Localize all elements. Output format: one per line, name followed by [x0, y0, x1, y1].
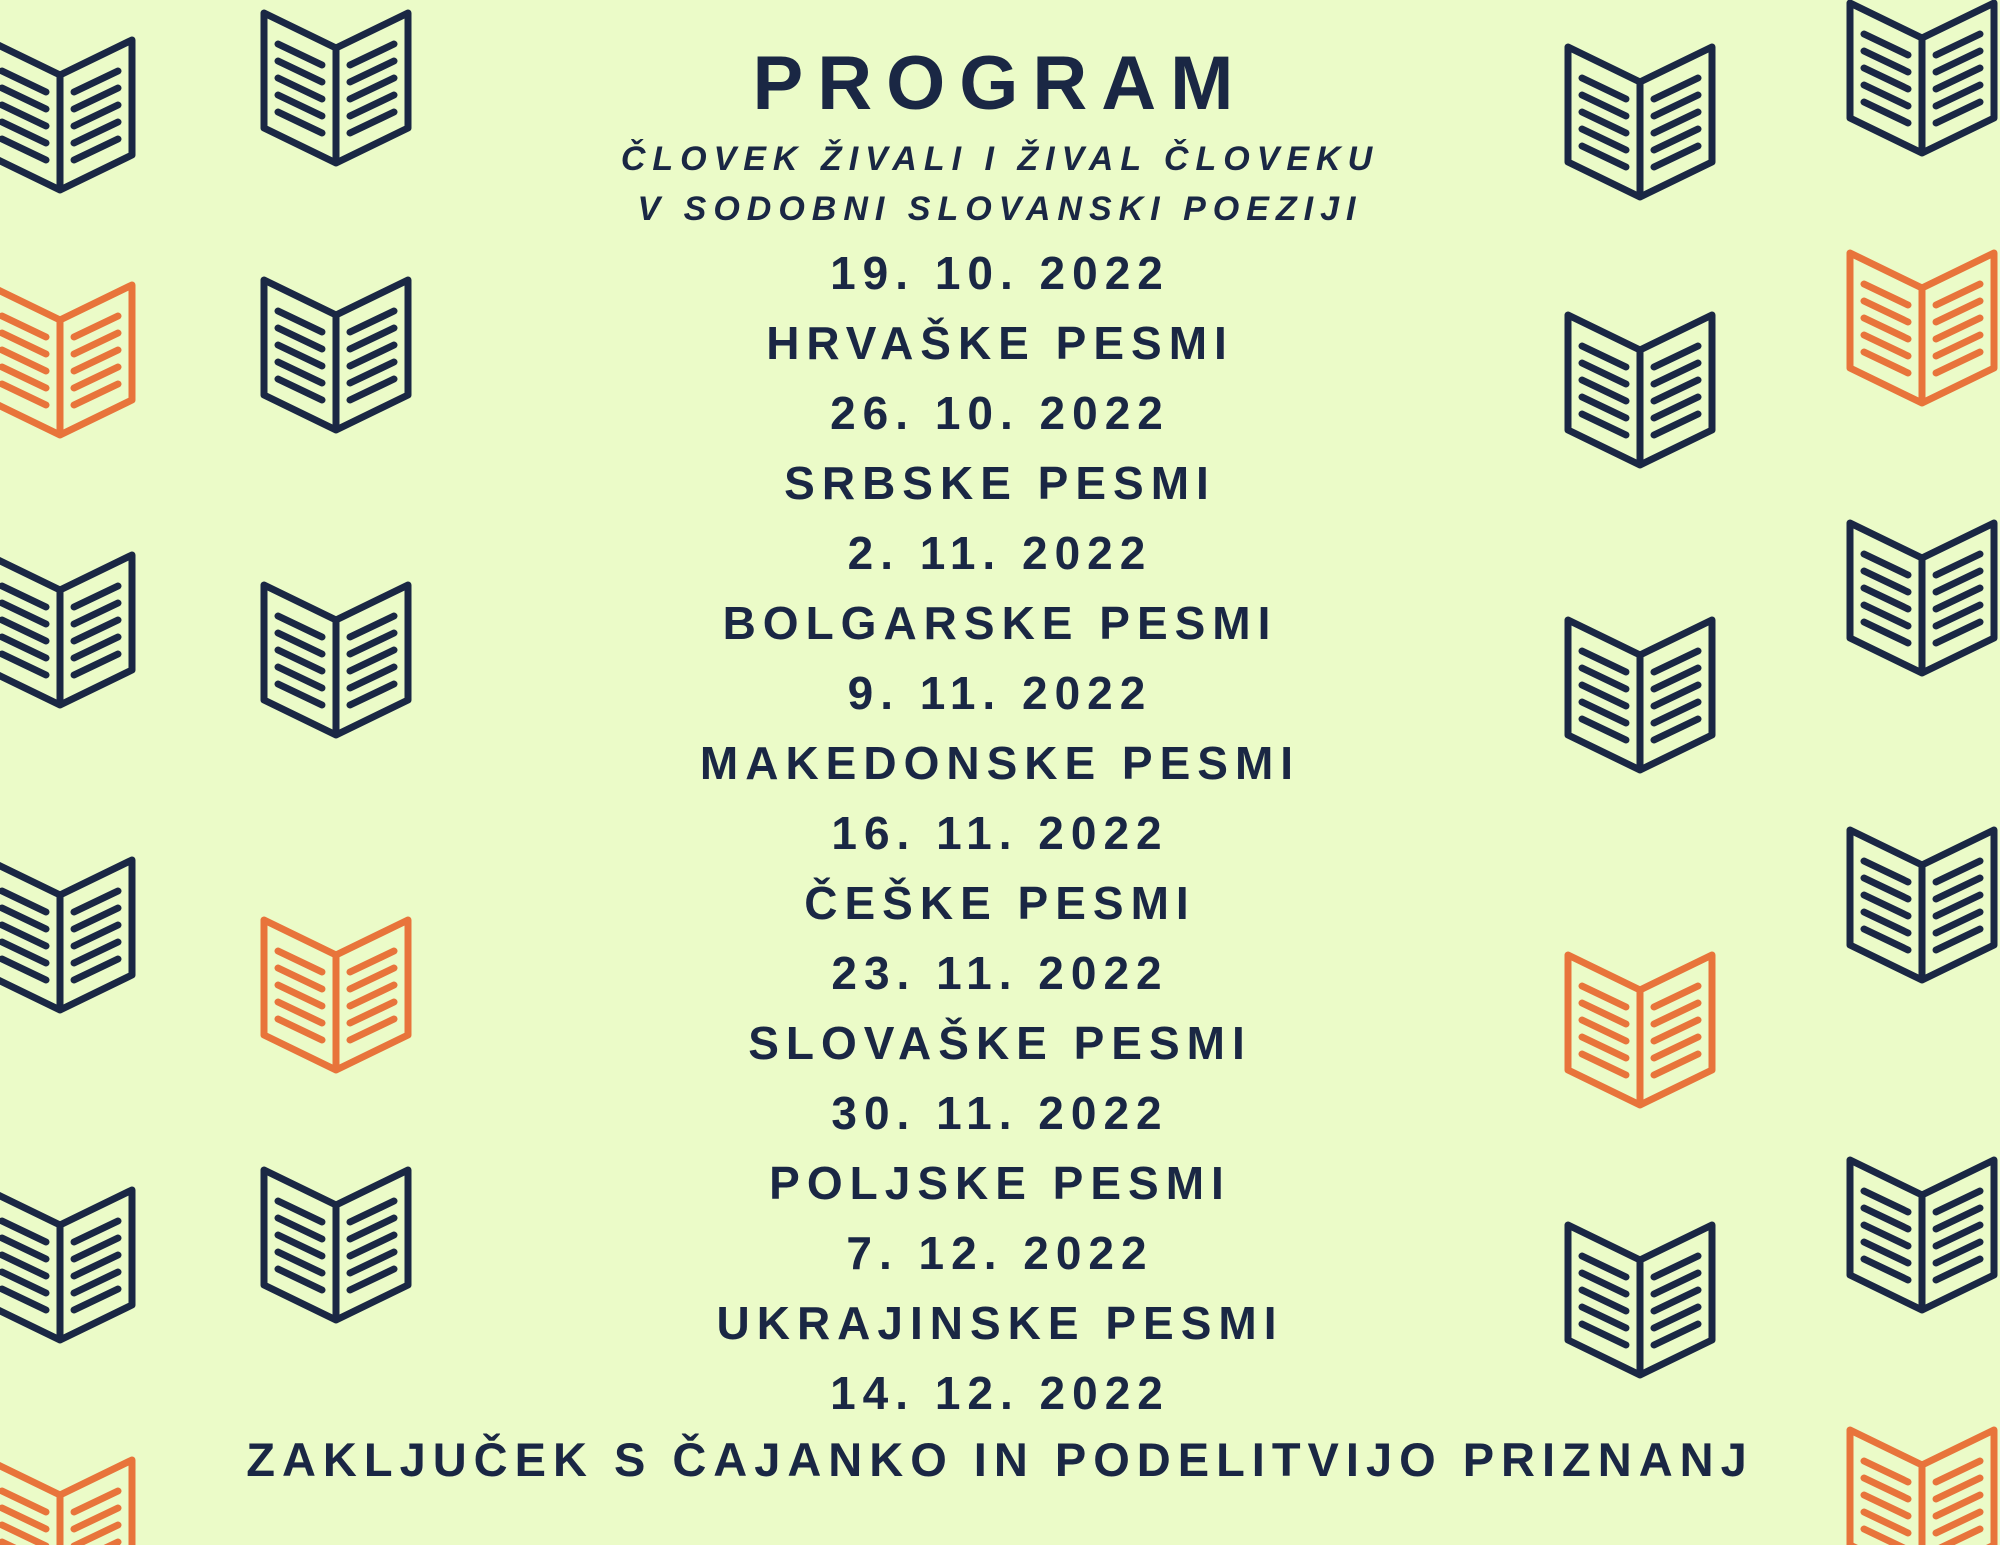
- closing-event: ZAKLJUČEK S ČAJANKO IN PODELITVIJO PRIZNANJ: [246, 1433, 1754, 1486]
- schedule-item: [0, 943, 2000, 1083]
- schedule-date: 14. 12. 2022: [830, 1367, 1170, 1419]
- subtitle-line-1: ČLOVEK ŽIVALI I ŽIVAL ČLOVEKU: [620, 140, 1380, 178]
- schedule-item: [0, 1223, 2000, 1363]
- schedule-date: 26. 10. 2022: [830, 387, 1170, 439]
- schedule-item: [0, 383, 2000, 523]
- schedule-item: [0, 243, 2000, 383]
- schedule-date: 16. 11. 2022: [831, 807, 1169, 859]
- schedule-topic: POLJSKE PESMI: [769, 1157, 1231, 1209]
- subtitle-line-2: V SODOBNI SLOVANSKI POEZIJI: [637, 190, 1363, 228]
- schedule-topic: BOLGARSKE PESMI: [722, 597, 1278, 649]
- schedule-topic: HRVAŠKE PESMI: [766, 317, 1234, 369]
- page-title: PROGRAM: [752, 41, 1248, 126]
- schedule-item: [0, 663, 2000, 803]
- schedule-item: [0, 1083, 2000, 1223]
- schedule-date: 23. 11. 2022: [831, 947, 1169, 999]
- schedule-list: [0, 243, 2000, 1433]
- schedule-topic: SLOVAŠKE PESMI: [748, 1017, 1252, 1069]
- schedule-item: [0, 523, 2000, 663]
- schedule-topic: ČEŠKE PESMI: [804, 877, 1196, 929]
- schedule-date: 30. 11. 2022: [831, 1087, 1169, 1139]
- schedule-topic: MAKEDONSKE PESMI: [699, 737, 1301, 789]
- schedule-item: [0, 803, 2000, 943]
- schedule-date: 7. 12. 2022: [846, 1227, 1154, 1279]
- schedule-date: 19. 10. 2022: [830, 247, 1170, 299]
- schedule-date: 9. 11. 2022: [847, 667, 1153, 719]
- schedule-topic: UKRAJINSKE PESMI: [716, 1297, 1284, 1349]
- schedule-topic: SRBSKE PESMI: [784, 457, 1216, 509]
- schedule-date: 2. 11. 2022: [847, 527, 1153, 579]
- schedule-item: [0, 1363, 2000, 1433]
